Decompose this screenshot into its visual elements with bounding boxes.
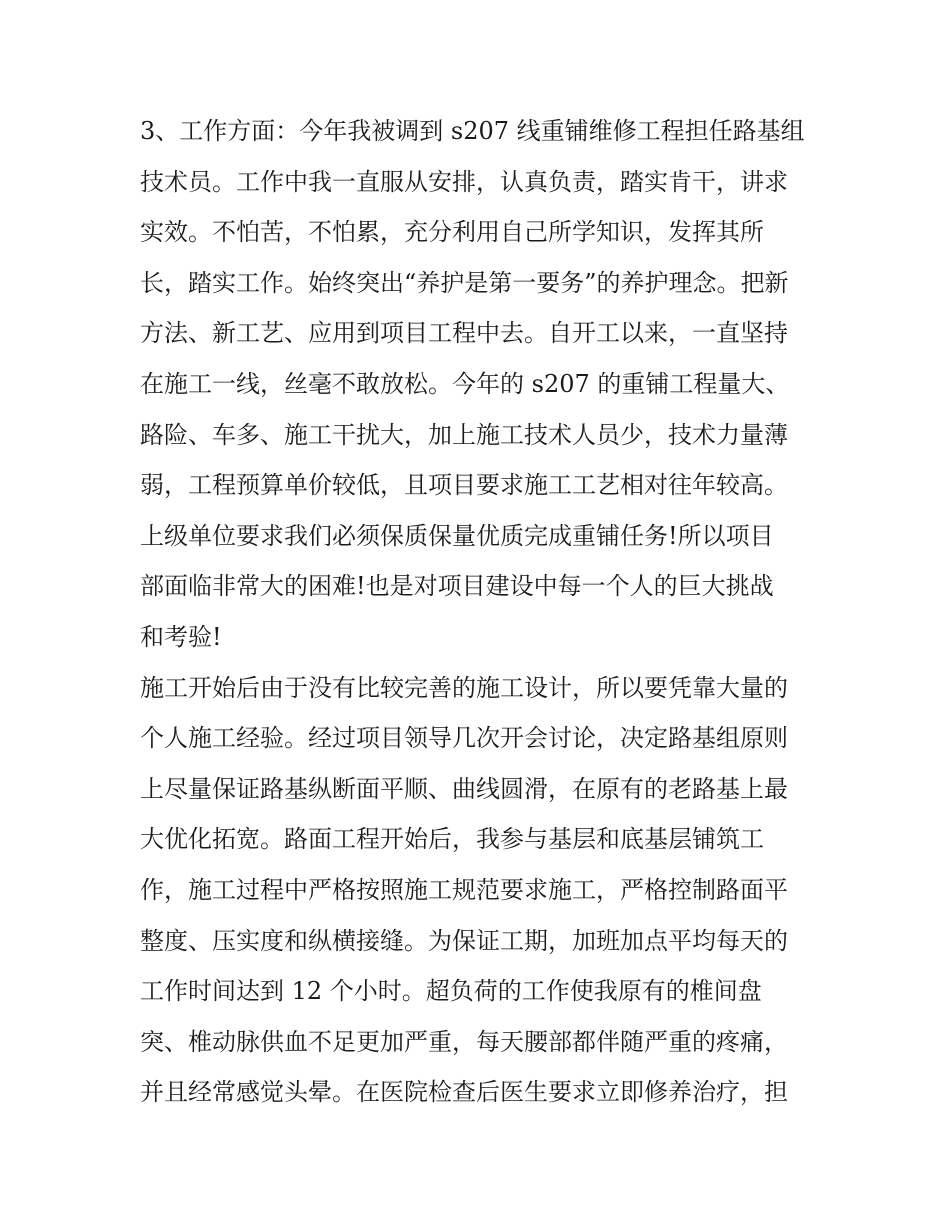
text-line-15: 大优化拓宽。路面工程开始后，我参与基层和底基层铺筑工 bbox=[140, 825, 764, 854]
text-line-4: 长，踏实工作。始终突出“养护是第一要务”的养护理念。把新 bbox=[140, 268, 789, 297]
text-line-13: 个人施工经验。经过项目领导几次开会讨论，决定路基组原则 bbox=[140, 724, 788, 753]
text-line-1: 3、工作方面：今年我被调到 s207 线重铺维修工程担任路基组 bbox=[140, 117, 805, 145]
text-line-11: 和考验! bbox=[140, 622, 222, 651]
text-line-2: 技术员。工作中我一直服从安排，认真负责，踏实肯干，讲求 bbox=[140, 167, 788, 196]
text-line-12: 施工开始后由于没有比较完善的施工设计，所以要凭靠大量的 bbox=[140, 673, 788, 702]
text-line-8: 弱，工程预算单价较低，且项目要求施工工艺相对往年较高。 bbox=[140, 471, 788, 500]
text-line-19: 突、椎动脉供血不足更加严重，每天腰部都伴随严重的疼痛， bbox=[140, 1027, 788, 1056]
text-line-18: 工作时间达到 12 个小时。超负荷的工作使我原有的椎间盘 bbox=[140, 977, 762, 1006]
text-line-17: 整度、压实度和纵横接缝。为保证工期，加班加点平均每天的 bbox=[140, 926, 788, 955]
text-line-5: 方法、新工艺、应用到项目工程中去。自开工以来，一直坚持 bbox=[140, 319, 788, 348]
text-line-9: 上级单位要求我们必须保质保量优质完成重铺任务!所以项目 bbox=[140, 521, 774, 550]
text-line-14: 上尽量保证路基纵断面平顺、曲线圆滑，在原有的老路基上最 bbox=[140, 774, 788, 803]
text-line-16: 作，施工过程中严格按照施工规范要求施工，严格控制路面平 bbox=[140, 875, 788, 904]
text-line-6: 在施工一线，丝毫不敢放松。今年的 s207 的重铺工程量大、 bbox=[140, 369, 790, 398]
text-line-7: 路险、车多、施工干扰大，加上施工技术人员少，技术力量薄 bbox=[140, 420, 788, 449]
text-line-3: 实效。不怕苦，不怕累，充分利用自己所学知识，发挥其所 bbox=[140, 218, 764, 247]
body-text bbox=[140, 106, 830, 1118]
text-line-10: 部面临非常大的困难!也是对项目建设中每一个人的巨大挑战 bbox=[140, 572, 774, 601]
text-line-20: 并且经常感觉头晕。在医院检查后医生要求立即修养治疗，担 bbox=[140, 1078, 788, 1107]
